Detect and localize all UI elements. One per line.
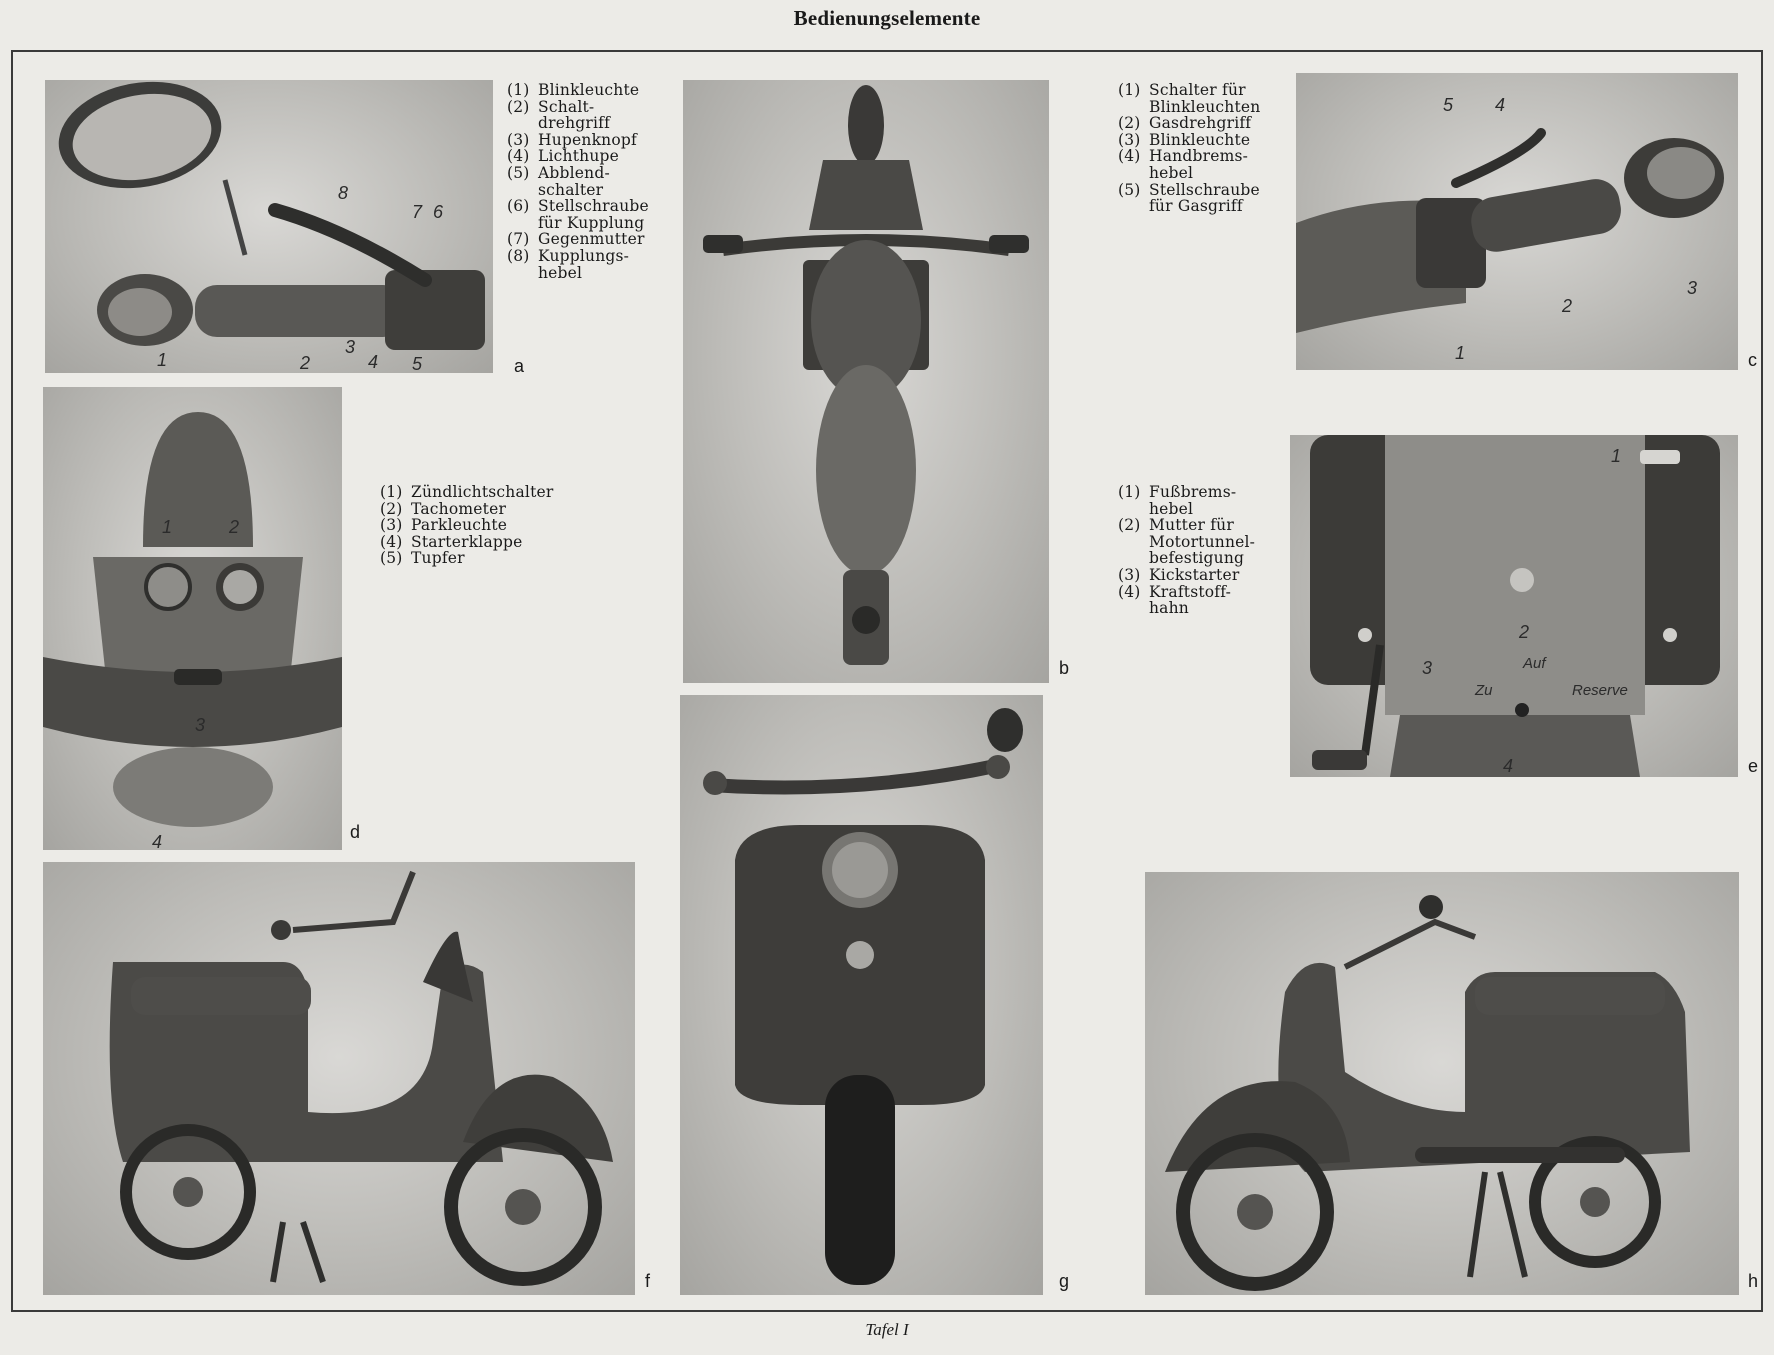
callout-d-2: 2	[229, 517, 240, 537]
panel-letter-g: g	[1059, 1271, 1070, 1291]
legend-a-item	[507, 132, 649, 149]
callout-e-1: 1	[1611, 446, 1622, 466]
legend-a-num: (5)	[507, 163, 530, 182]
legend-a-text: Gegenmutter	[538, 230, 645, 249]
legend-a-text: Schalt-	[538, 97, 595, 116]
photo-d-illustration	[43, 387, 342, 850]
legend-d-num: (4)	[380, 532, 403, 551]
photo-c-illustration	[1296, 73, 1738, 370]
legend-a-item	[507, 99, 649, 116]
legend-c-num: (4)	[1118, 147, 1141, 166]
legend-a-num: (3)	[507, 130, 530, 149]
panel-letter-b: b	[1059, 658, 1070, 678]
panel-letter-f: f	[645, 1271, 651, 1291]
photo-g-front-view	[680, 695, 1043, 1295]
legend-a-text: Kupplungs-	[538, 246, 630, 265]
legend-d-text: Starterklappe	[411, 532, 523, 551]
fuel-tap-auf-label: Auf	[1523, 655, 1546, 672]
callout-a-6: 6	[433, 202, 444, 222]
callout-d-1: 1	[162, 517, 173, 537]
photo-a-left-handlebar	[45, 80, 493, 373]
legend-a-num: (4)	[507, 147, 530, 166]
legend-c-text: hebel	[1149, 163, 1194, 182]
legend-e-text: Kraftstoff-	[1149, 582, 1232, 601]
legend-e-num: (3)	[1118, 565, 1141, 584]
legend-c-num: (3)	[1118, 130, 1141, 149]
legend-c-item	[1118, 182, 1260, 199]
legend-a-item	[507, 165, 649, 182]
legend-e-item	[1118, 584, 1255, 601]
callout-c-2: 2	[1562, 296, 1573, 316]
legend-a-num: (2)	[507, 97, 530, 116]
legend-a-text: für Kupplung	[538, 213, 645, 232]
callout-c-1: 1	[1455, 343, 1466, 363]
callout-e-4: 4	[1503, 756, 1514, 776]
panel-letter-h: h	[1748, 1271, 1759, 1291]
panel-letter-d: d	[350, 822, 361, 842]
legend-e-item	[1118, 534, 1255, 551]
legend-a-item	[507, 82, 649, 99]
legend-e-item	[1118, 550, 1255, 567]
legend-d-num: (3)	[380, 516, 403, 535]
plate-label: Tafel I	[865, 1320, 909, 1339]
legend-e-text: Motortunnel-	[1149, 532, 1256, 551]
legend-e-num: (1)	[1118, 483, 1141, 501]
legend-e-text: Kickstarter	[1149, 565, 1240, 584]
legend-d-num: (1)	[380, 483, 403, 501]
legend-a-item	[507, 231, 649, 248]
legend-c-item	[1118, 132, 1260, 149]
fuel-tap-zu-label: Zu	[1475, 682, 1493, 699]
legend-e-item	[1118, 484, 1255, 501]
callout-d-3: 3	[195, 715, 206, 735]
legend-e-item	[1118, 567, 1255, 584]
legend-e	[1118, 484, 1255, 617]
legend-c-item	[1118, 82, 1260, 99]
legend-e-text: Fußbrems-	[1149, 483, 1237, 501]
photo-b-illustration	[683, 80, 1049, 683]
legend-a-num: (7)	[507, 230, 530, 249]
legend-a-text: hebel	[538, 263, 583, 282]
legend-c-text: Stellschraube	[1149, 180, 1260, 199]
callout-c-3: 3	[1687, 278, 1698, 298]
legend-e-num: (2)	[1118, 516, 1141, 535]
photo-f-left-side-view	[43, 862, 635, 1295]
legend-c-text: Blinkleuchten	[1149, 97, 1261, 116]
legend-c-item	[1118, 148, 1260, 165]
legend-a-text: Hupenknopf	[538, 130, 637, 149]
legend-c-num: (1)	[1118, 81, 1141, 99]
callout-e-2: 2	[1519, 622, 1530, 642]
panel-letter-a: a	[514, 356, 525, 376]
callout-a-4: 4	[368, 352, 379, 372]
legend-c-item	[1118, 198, 1260, 215]
photo-b-top-view	[683, 80, 1049, 683]
photo-h-right-side-view	[1145, 872, 1739, 1295]
legend-d-num: (5)	[380, 549, 403, 568]
legend-c-num: (5)	[1118, 180, 1141, 199]
legend-d-item	[380, 517, 554, 534]
legend-a-text: Blinkleuchte	[538, 81, 640, 99]
legend-c-text: für Gasgriff	[1149, 197, 1243, 216]
legend-e-text: hahn	[1149, 599, 1189, 618]
legend-c-text: Gasdrehgriff	[1149, 114, 1252, 133]
legend-e-item	[1118, 600, 1255, 617]
legend-a-text: Abblend-	[538, 163, 610, 182]
legend-c-num: (2)	[1118, 114, 1141, 133]
legend-e-text: Mutter für	[1149, 516, 1234, 535]
callout-e-3: 3	[1422, 658, 1433, 678]
photo-d-dashboard	[43, 387, 342, 850]
legend-d-text: Parkleuchte	[411, 516, 508, 535]
page-title: Bedienungselemente	[793, 6, 981, 30]
legend-d-text: Zündlichtschalter	[411, 483, 554, 501]
photo-g-illustration	[680, 695, 1043, 1295]
legend-a	[507, 82, 649, 281]
legend-a-text: Stellschraube	[538, 197, 649, 216]
legend-a-item	[507, 198, 649, 215]
callout-d-4: 4	[152, 832, 163, 850]
panel-letter-c: c	[1748, 350, 1757, 370]
legend-a-text: drehgriff	[538, 114, 611, 133]
legend-a-num: (6)	[507, 197, 530, 216]
photo-e-foot-controls	[1290, 435, 1738, 777]
legend-a-item	[507, 215, 649, 232]
photo-h-illustration	[1145, 872, 1739, 1295]
legend-c-text: Schalter für	[1149, 81, 1246, 99]
legend-a-item	[507, 265, 649, 282]
legend-d	[380, 484, 554, 567]
legend-d-item	[380, 550, 554, 567]
callout-a-5: 5	[412, 354, 423, 373]
legend-a-text: Lichthupe	[538, 147, 620, 166]
photo-c-right-handlebar	[1296, 73, 1738, 370]
callout-a-3: 3	[345, 337, 356, 357]
legend-e-item	[1118, 501, 1255, 518]
legend-a-item	[507, 248, 649, 265]
legend-d-item	[380, 484, 554, 501]
callout-a-1: 1	[157, 350, 168, 370]
legend-c-text: Handbrems-	[1149, 147, 1249, 166]
callout-a-7: 7	[412, 202, 423, 222]
legend-a-item	[507, 115, 649, 132]
legend-d-item	[380, 501, 554, 518]
legend-a-item	[507, 148, 649, 165]
legend-a-num: (8)	[507, 246, 530, 265]
photo-e-illustration	[1290, 435, 1738, 777]
legend-d-text: Tupfer	[411, 549, 465, 568]
photo-a-illustration	[45, 80, 493, 373]
legend-d-text: Tachometer	[411, 499, 507, 518]
legend-c	[1118, 82, 1260, 215]
photo-f-illustration	[43, 862, 635, 1295]
legend-e-text: befestigung	[1149, 549, 1245, 568]
callout-a-2: 2	[300, 353, 311, 373]
legend-a-num: (1)	[507, 81, 530, 99]
panel-letter-e: e	[1748, 756, 1759, 776]
legend-c-item	[1118, 115, 1260, 132]
legend-d-item	[380, 534, 554, 551]
callout-c-5: 5	[1443, 95, 1454, 115]
legend-c-item	[1118, 99, 1260, 116]
legend-e-item	[1118, 517, 1255, 534]
legend-d-num: (2)	[380, 499, 403, 518]
legend-c-item	[1118, 165, 1260, 182]
fuel-tap-reserve-label: Reserve	[1572, 682, 1628, 699]
legend-e-num: (4)	[1118, 582, 1141, 601]
legend-a-item	[507, 182, 649, 199]
callout-a-8: 8	[338, 183, 349, 203]
legend-c-text: Blinkleuchte	[1149, 130, 1251, 149]
legend-e-text: hebel	[1149, 499, 1194, 518]
callout-c-4: 4	[1495, 95, 1506, 115]
legend-a-text: schalter	[538, 180, 604, 199]
